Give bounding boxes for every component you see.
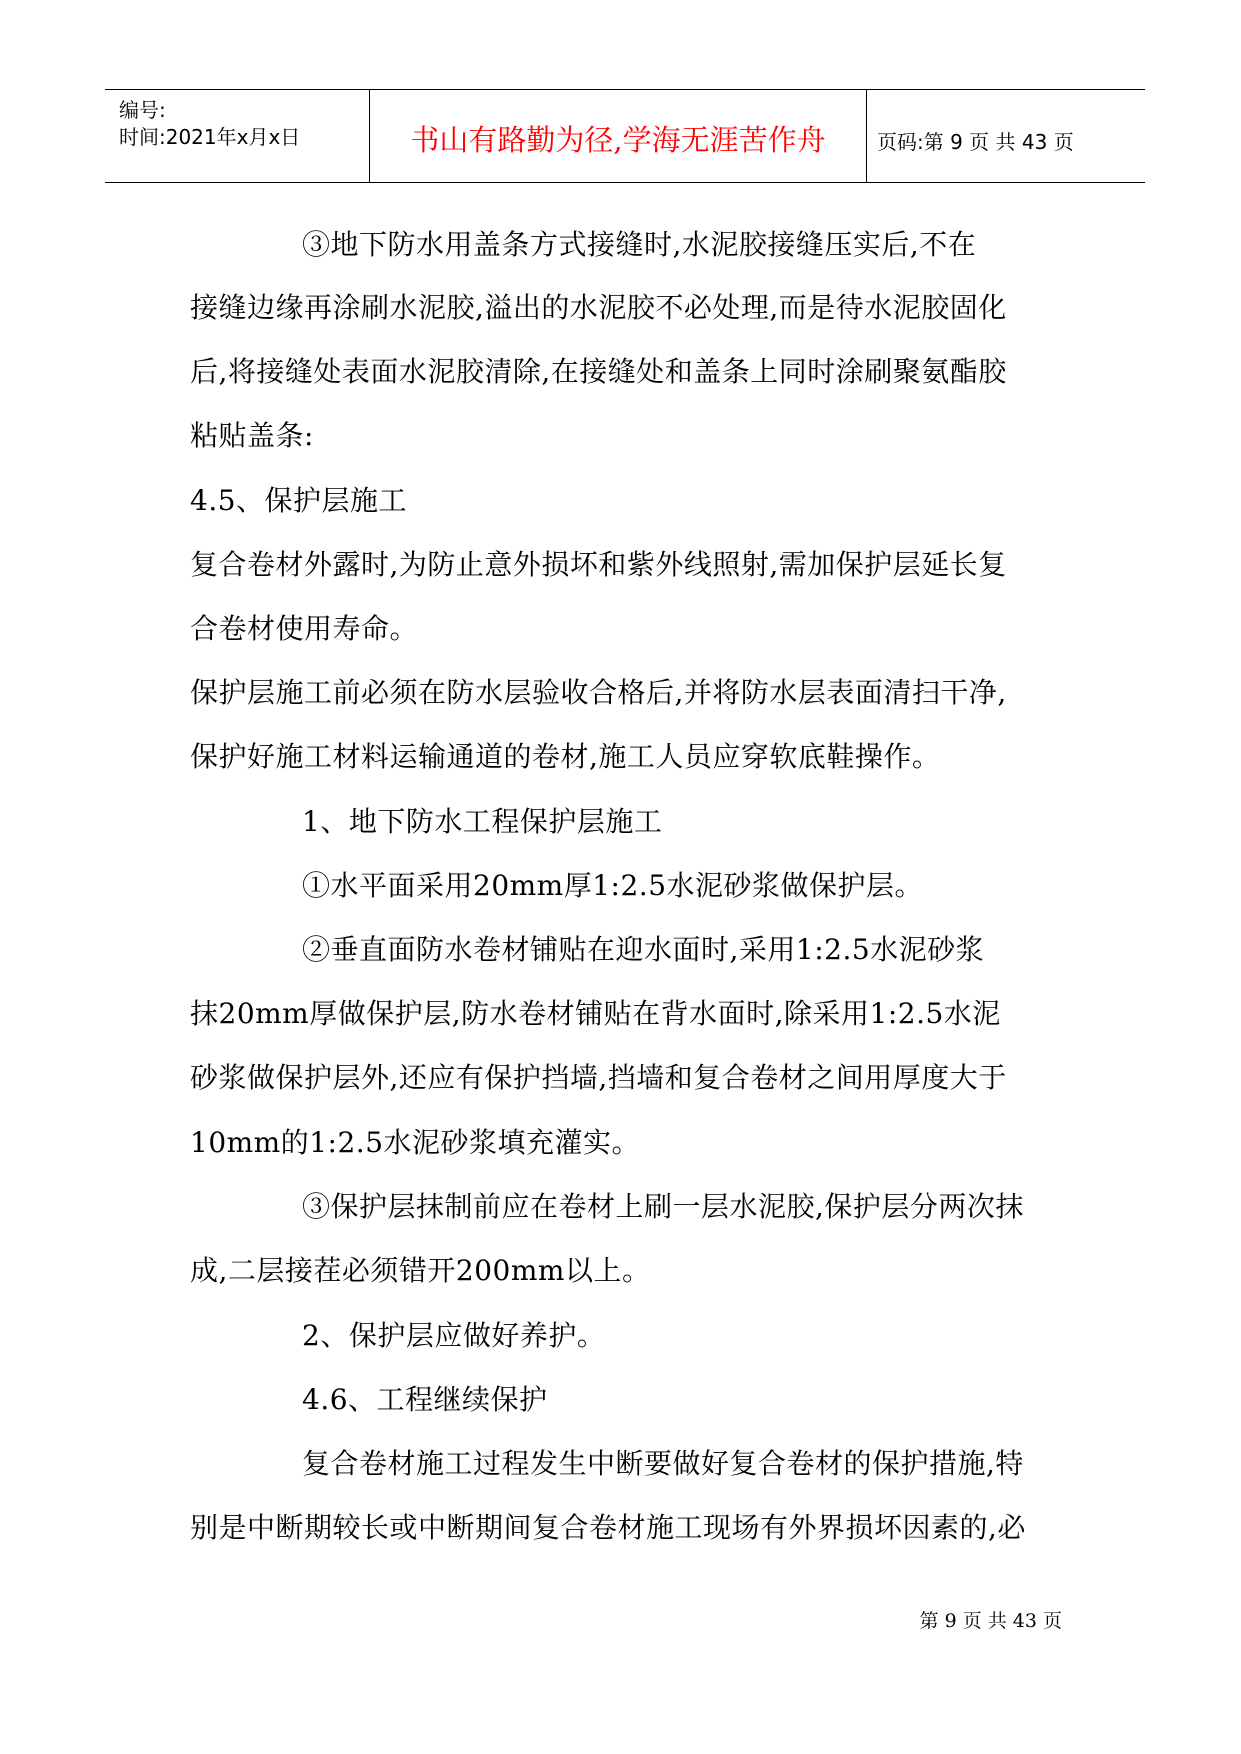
header-motto-cell (369, 90, 867, 182)
body-line: 砂浆做保护层外,还应有保护挡墙,挡墙和复合卷材之间用厚度大于 (190, 1061, 1007, 1094)
date-label: 时间:2021年x月x日 (119, 125, 301, 149)
body-line: 成,二层接茬必须错开200mm以上。 (190, 1254, 651, 1287)
header-page-cell (867, 90, 1145, 182)
body-line: 保护层施工前必须在防水层验收合格后,并将防水层表面清扫干净, (190, 676, 1007, 709)
section-heading: 4.5、保护层施工 (190, 484, 408, 517)
body-line: 抹20mm厚做保护层,防水卷材铺贴在背水面时,除采用1:2.5水泥 (190, 997, 1001, 1030)
page-footer: 第 9 页 共 43 页 (919, 1610, 1062, 1632)
body-line: ③保护层抹制前应在卷材上刷一层水泥胶,保护层分两次抹 (302, 1190, 1024, 1223)
header-motto: 书山有路勤为径,学海无涯苦作舟 (410, 123, 826, 157)
body-line: 10mm的1:2.5水泥砂浆填充灌实。 (190, 1126, 641, 1159)
body-line: 粘贴盖条: (190, 419, 314, 452)
body-line: 后,将接缝处表面水泥胶清除,在接缝处和盖条上同时涂刷聚氨酯胶 (190, 355, 1007, 388)
body-line: ②垂直面防水卷材铺贴在迎水面时,采用1:2.5水泥砂浆 (302, 933, 985, 966)
body-line: 合卷材使用寿命。 (190, 612, 419, 645)
body-line: ①水平面采用20mm厚1:2.5水泥砂浆做保护层。 (302, 869, 924, 902)
body-line: 接缝边缘再涂刷水泥胶,溢出的水泥胶不必处理,而是待水泥胶固化 (190, 291, 1007, 324)
body-line: ③地下防水用盖条方式接缝时,水泥胶接缝压实后,不在 (302, 228, 977, 261)
body-line: 2、保护层应做好养护。 (302, 1319, 606, 1352)
page-header (105, 89, 1145, 183)
body-line: 复合卷材施工过程发生中断要做好复合卷材的保护措施,特 (302, 1447, 1024, 1480)
header-page-number: 页码:第 9 页 共 43 页 (877, 130, 1074, 154)
body-line: 别是中断期较长或中断期间复合卷材施工现场有外界损坏因素的,必 (190, 1511, 1026, 1544)
section-heading: 4.6、工程继续保护 (302, 1383, 548, 1416)
subsection-heading: 1、地下防水工程保护层施工 (302, 805, 663, 838)
body-line: 复合卷材外露时,为防止意外损坏和紫外线照射,需加保护层延长复 (190, 548, 1007, 581)
serial-number-label: 编号: (119, 98, 166, 122)
header-info-cell (105, 90, 369, 182)
body-line: 保护好施工材料运输通道的卷材,施工人员应穿软底鞋操作。 (190, 740, 941, 773)
